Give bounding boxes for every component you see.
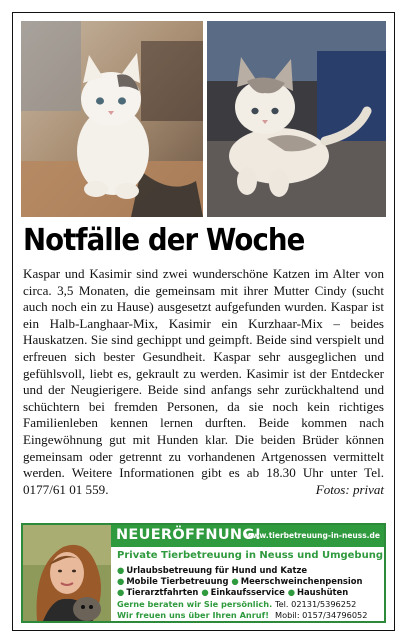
ad-services-row [117,587,385,598]
ad-banner [111,525,384,547]
ad-callout-line: Wir freuen uns über Ihren Anruf! [117,610,269,620]
ad-services-row [117,576,385,587]
ad-services-list [117,565,385,598]
ad-callout [117,599,277,621]
bullet-icon: ● [117,587,125,597]
ad-services-row [117,565,385,576]
photo-credit: Fotos: privat [315,481,384,497]
photo-kasimir [207,21,386,217]
ad-subtitle: Private Tierbetreuung in Neuss und Umgebung [117,550,383,561]
bullet-icon: ● [287,587,296,597]
advertisement [21,523,386,623]
ad-callout-line: Gerne beraten wir Sie persönlich. [117,599,273,609]
ad-photo-woman-with-dog [23,525,111,621]
bullet-icon: ● [231,576,239,586]
ad-service-item: Haushüten [297,587,349,597]
cat-photos [21,21,386,217]
ad-mobile[interactable]: Mobil: 0157/34796052 [275,610,368,620]
article-body [23,266,384,498]
ad-website-link[interactable]: www.tierbetreuung-in-neuss.de [245,531,380,540]
article-headline: Notfälle der Woche [23,223,305,258]
ad-service-item: Einkaufsservice [210,587,285,597]
article-body-text: Kaspar und Kasimir sind zwei wunderschöne Katzen im Alter von circa. 3,5 Monaten, die gemeinsam mit ihrer Mutter Cindy (sucht auch noch ein zu Hause) ausgesetzt aufgefunden wurden. Kaspar ist ein Halb-Langhaar-Mix, Kasimir ein Kurzhaar-Mix – beides Hauskatzen. Sie sind gechippt und geimpft. Beide sind verspielt und erfreuen sich bester Gesundheit. Kaspar sehr ausgeglichen und gefühlsvoll, liebt es, gekrault zu werden. Kasimir ist der Entdecker und der Neugierigere. Beide sind anfangs sehr zurückhaltend und schüchtern bei fremden Personen, da sie noch kein richtiges Familienleben kennen lernen durften. Beide kommen nach Eingewöhnung gut mit Hunden klar. Die beiden Brüder können gemeinsam oder getrennt zu vorhandenen Artgenossen vermittelt werden. Weitere Informationen gibt es ab 18.30 Uhr unter Tel. 0177/61 01 559. [23,266,384,497]
bullet-icon: ● [201,587,209,597]
ad-contact [275,599,379,621]
ad-service-item: Mobile Tierbetreuung [126,576,229,586]
newspaper-clipping [12,12,395,631]
ad-title: NEUERÖFFNUNG! [116,527,262,543]
ad-service-item: Tierarztfahrten [126,587,199,597]
photo-kaspar [21,21,203,217]
ad-service-item: Meerschweinchenpension [240,576,363,586]
bullet-icon: ● [117,565,125,575]
ad-service-item: Urlaubsbetreuung für Hund und Katze [126,565,308,575]
ad-phone[interactable]: Tel. 02131/5396252 [275,599,357,609]
bullet-icon: ● [117,576,125,586]
